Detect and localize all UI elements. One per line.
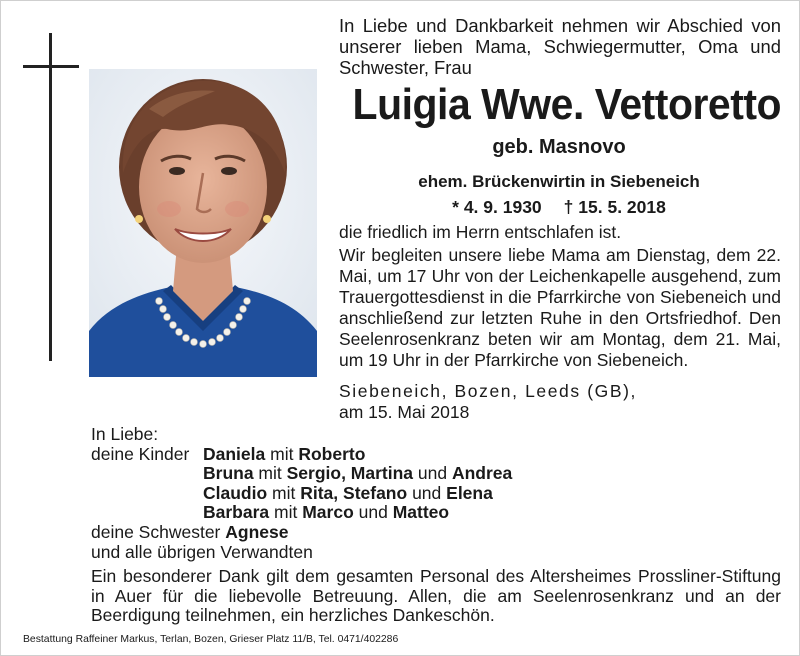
- family-heading: In Liebe:: [91, 424, 159, 444]
- child-partners: Rita, Stefano: [300, 482, 408, 503]
- maiden-name: geb. Masnovo: [492, 136, 626, 158]
- child-partners: Sergio, Martina: [286, 463, 414, 484]
- family-list: [91, 425, 781, 562]
- sister-name: Agnese: [225, 521, 289, 542]
- child-name: Claudio: [203, 482, 268, 503]
- place-text: Siebeneich, Bozen, Leeds (GB),: [339, 381, 638, 401]
- child-last: Matteo: [392, 502, 450, 523]
- portrait-photo: [89, 69, 317, 377]
- cross-vertical-bar: [49, 33, 52, 361]
- connector-text: mit: [269, 502, 303, 523]
- child-name: Bruna: [203, 463, 254, 484]
- connector-text: und: [407, 482, 447, 503]
- deceased-role: ehem. Brückenwirtin in Siebeneich: [418, 172, 700, 191]
- sister-label: deine Schwester: [91, 521, 226, 542]
- thanks-text: Ein besonderer Dank gilt dem gesamten Personal des Altersheimes Prossliner-Stiftung in Auer für die liebevolle Betreuung. Allen, die am Seelenrosenkranz und an der Beerdigung teilnehmen, ein herzliches Dankeschön.: [91, 566, 781, 626]
- child-last: Andrea: [451, 463, 513, 484]
- children-row-1: [91, 445, 781, 465]
- connector-text: und: [353, 502, 393, 523]
- death-date: † 15. 5. 2018: [563, 197, 666, 217]
- children-label: deine Kinder: [91, 443, 190, 464]
- funeral-details: Wir begleiten unsere liebe Mama am Dienstag, dem 22. Mai, um 17 Uhr von der Leichenkapelle ausgehend, zum Trauergottesdienst in die Pfarrkirche von Siebeneich und anschließend zur letzten Ruhe in den Ortsfriedhof. Den Seelenrosenkranz beten wir am Montag, dem 21. Mai, um 19 Uhr in der Pfarrkirche von Siebeneich.: [339, 245, 781, 370]
- children-row-3: [91, 484, 781, 504]
- funeral-home-footer: Bestattung Raffeiner Markus, Terlan, Bozen, Grieser Platz 11/B, Tel. 0471/402286: [23, 634, 399, 645]
- birth-date: * 4. 9. 1930: [452, 197, 542, 217]
- cross-horizontal-bar: [23, 65, 79, 68]
- notice-date: am 15. Mai 2018: [339, 402, 470, 422]
- deceased-name: Luigia Wwe. Vettoretto: [352, 80, 782, 129]
- child-entry: [203, 484, 493, 504]
- child-name: Daniela: [203, 443, 266, 464]
- child-partners: Marco: [302, 502, 354, 523]
- child-entry: [203, 464, 512, 484]
- child-entry: [203, 503, 449, 523]
- child-name: Barbara: [203, 502, 270, 523]
- connector-text: mit: [253, 463, 287, 484]
- child-partners: Roberto: [298, 443, 366, 464]
- child-entry: [203, 445, 365, 465]
- passed-away-text: die friedlich im Herrn entschlafen ist.: [339, 222, 622, 242]
- other-relatives: und alle übrigen Verwandten: [91, 541, 313, 562]
- connector-text: und: [413, 463, 452, 484]
- child-last: Elena: [446, 482, 493, 503]
- connector-text: mit: [265, 443, 299, 464]
- life-dates: [337, 196, 781, 218]
- children-row-2: [91, 464, 781, 484]
- intro-text: In Liebe und Dankbarkeit nehmen wir Abschied von unserer lieben Mama, Schwiegermutter, Oma und Schwester, Frau: [339, 15, 781, 78]
- children-row-4: [91, 503, 781, 523]
- sister-row: [91, 523, 781, 543]
- portrait-illustration: [89, 69, 317, 377]
- place-and-date: [339, 381, 639, 423]
- connector-text: mit: [267, 482, 301, 503]
